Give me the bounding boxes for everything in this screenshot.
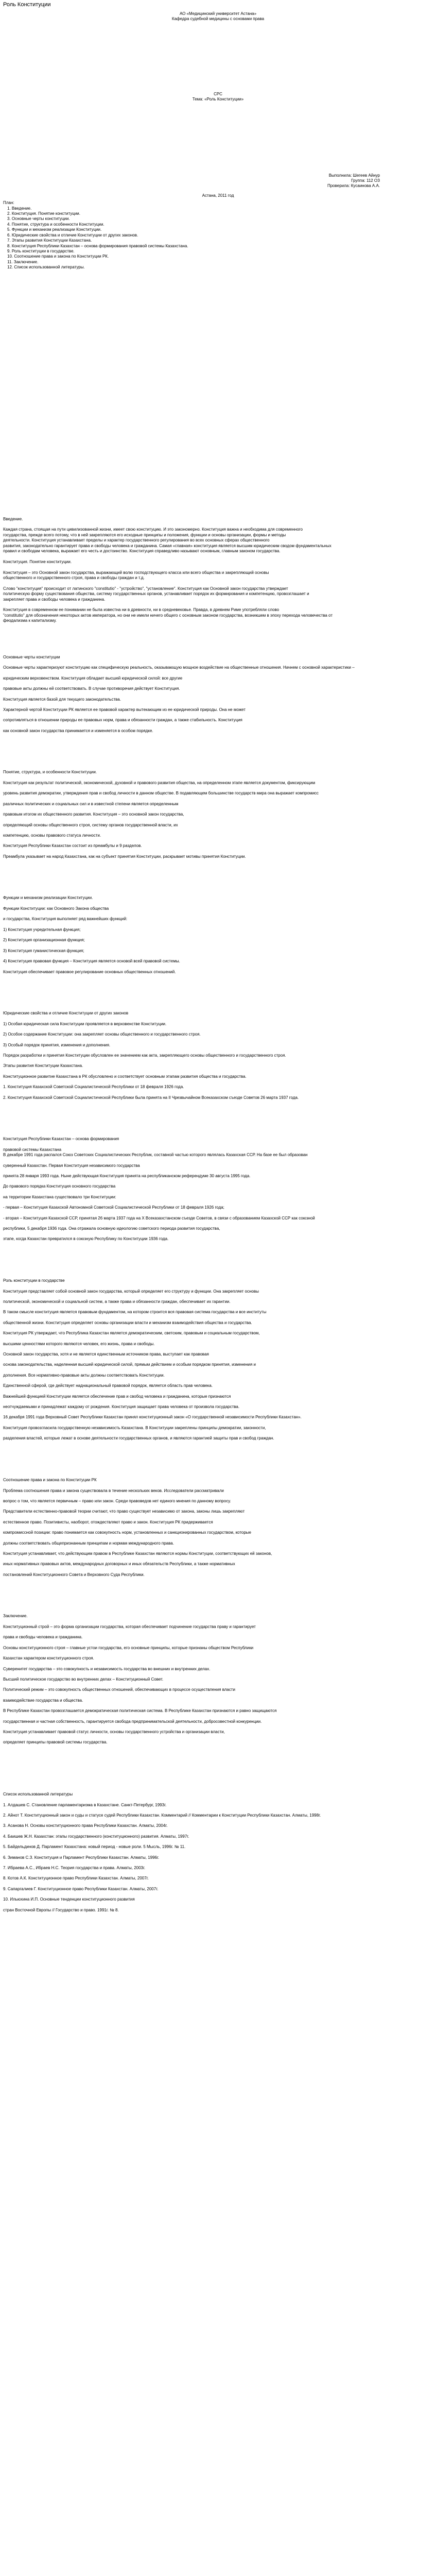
text-line: постановлений Конституционного Совета и Верховного Суда Республики. bbox=[3, 1572, 145, 1577]
text-line: Конституция – это Основной закон государства, выражающий волю господствующего класса или всего общества и закрепляющий основы bbox=[3, 570, 269, 575]
text-line: и государства, Конституция выполняет ряд важнейших функций: bbox=[3, 917, 128, 922]
section-heading: Заключение. bbox=[3, 1614, 28, 1619]
text-line: В декабре 1991 года распался Союз Советских Социалистических Республик, составной частью которого являлась Казахская ССР. На базе ее был образован bbox=[3, 1153, 308, 1158]
text-line: уровень развития демократии, утверждения прав и свобод личности в данном обществе. В подавляющем большинстве государств мира она выражает компромисс bbox=[3, 791, 319, 796]
text-line bbox=[3, 602, 433, 607]
text-line: - вторая – Конституция Казахской ССР, принятая 26 марта 1937 года на X Всеказахстанском съезде Советов, в связи с образованием Казахской ССР как союзной bbox=[3, 1215, 315, 1221]
text-line: Основные черты характеризуют конституцию как специфическую реальность, оказывающую мощное воздействие на общественные отношения. Начнем с основной характеристики – bbox=[3, 665, 355, 670]
section-text bbox=[3, 570, 433, 624]
section-text bbox=[3, 906, 433, 980]
text-line: В таком смысле конституция является правовым фундаментом, на котором строится вся правовая система государства и все институты bbox=[3, 1310, 267, 1315]
text-line: республики, 5 декабря 1936 года. Она отражала основную идеологию советского периода развития государства, bbox=[3, 1226, 220, 1231]
text-line: правовым итогом их общественного развития. Конституция – это основной закон государства, bbox=[3, 812, 184, 817]
section-text bbox=[3, 781, 433, 865]
text-line: компромиссной позиции: право понимается как совокупность норм, установленных и санкционированных государством, которые bbox=[3, 1530, 251, 1535]
text-line: Преамбула указывает на народ Казахстана, как на субъект принятия Конституции, раскрывает мотивы принятия Конституции. bbox=[3, 854, 246, 859]
references-heading: Список использованной литературы bbox=[3, 1791, 73, 1797]
text-line: политическую форму существования общества, систему государственных органов, устанавливает порядок их формирования и компетенцию, провозглашает и bbox=[3, 591, 309, 597]
signature-line: Группа: 112 ОЗ bbox=[351, 178, 380, 183]
plan-item: 5. Функции и механизм реализации Конституции. bbox=[7, 227, 102, 232]
text-line: высшими ценностями которого являются человек, его жизнь, права и свободы. bbox=[3, 1341, 155, 1346]
text-line: Конституция представляет собой основной закон государства, который определяет его структуру и функции. Она закрепляет основы bbox=[3, 1289, 259, 1294]
text-line: должны соответствовать общепризнанным принципам и нормам международного права. bbox=[3, 1540, 174, 1546]
text-line: Представители естественно-правовой теории считают, что право существует независимо от закона, законы лишь закрепляют bbox=[3, 1509, 245, 1514]
section-heading: Функции и механизм реализации Конституции. bbox=[3, 895, 93, 901]
plan-item: 8. Конституция Республики Казахстан – основа формирования правовой системы Казахстана. bbox=[7, 243, 188, 248]
text-line: Основы конституционного строя – главные устои государства, его основные принципы, которые признаны обществом Республики bbox=[3, 1645, 254, 1650]
header-line: АО «Медицинский университет Астана» bbox=[179, 11, 257, 16]
text-line: Основной закон государства, хотя и не является единственным источником права, выступает как правовая bbox=[3, 1352, 209, 1357]
text-line: дополнения. Все нормативно-правовые акты должны соответствовать Конституции. bbox=[3, 1372, 165, 1378]
text-line: развития, законодательно гарантирует права и свободы человека и гражданина. Самая «главная» конституция является высшим юридическим сводом фундаментальных bbox=[3, 543, 332, 548]
text-line: 16 декабря 1991 года Верховный Совет Республики Казахстан принял конституционный закон «О государственной независимости Республики Казахстан». bbox=[3, 1415, 302, 1420]
text-line: основа законодательства, наделенная высшей юридической силой, прямым действием и особым порядком принятия, изменения и bbox=[3, 1362, 256, 1367]
plan-heading: План: bbox=[3, 200, 14, 206]
plan-item: 10. Соотношение права и закона по Конституции РК. bbox=[7, 254, 109, 259]
text-line: Конституционное развитие Казахстана в РК обусловлено и соответствует основным этапам развития общества и государства. bbox=[3, 1074, 247, 1079]
text-line: сопротивляться в отношении природы ее правовых норм, права и обязанности граждан, а также стабильность. Конституция bbox=[3, 718, 242, 723]
header-block bbox=[3, 11, 433, 22]
document-page bbox=[0, 1, 436, 1918]
text-line: 2) Особое содержание Конституции: она закрепляет основы общественного и государственного строя. bbox=[3, 1032, 201, 1037]
section-text bbox=[3, 665, 433, 739]
reference-item: 7. Ибраева А.С., Ибраев Н.С. Теория государства и права. Алматы, 2003г. bbox=[3, 1866, 146, 1871]
section-heading: Понятие, структура, и особенности Конституции. bbox=[3, 770, 97, 775]
text-line: Конституция устанавливает, что действующим правом в Республике Казахстан являются нормы Конституции, соответствующих ей законов, bbox=[3, 1551, 272, 1556]
text-line: Конституция Республики Казахстан состоит из преамбулы и 9 разделов. bbox=[3, 843, 142, 849]
reference-item: 4. Баишев Ж.Н. Казахстан: этапы государственного (конституционного) развития. Алматы, 1997г. bbox=[3, 1834, 189, 1839]
text-line: Порядок разработки и принятия Конституции обусловлен ее значением как акта, закрепляющего основы общественного и государственного строя. bbox=[3, 1053, 286, 1058]
text-line: Конституция РК утверждает, что Республика Казахстан является демократическим, светским, правовым и социальным государством, bbox=[3, 1331, 260, 1336]
text-line: феодализма к капитализму. bbox=[3, 618, 57, 623]
text-line: Конституция провозгласила государственную независимость Казахстана. В Конституции закреплены принципы демократии, законности, bbox=[3, 1425, 266, 1430]
text-line: Характерной чертой Конституции РК является ее правовой характер вытекающим из ее юридической природы. Она не может bbox=[3, 707, 246, 712]
text-line: государственная и частная собственность, гарантируется свобода предпринимательской деятельности, добросовестной конкуренции. bbox=[3, 1719, 262, 1724]
section-text bbox=[3, 1153, 433, 1247]
text-line: принята 28 января 1993 года. Ныне действующая Конституция принята на республиканском референдуме 30 августа 1995 года. bbox=[3, 1173, 251, 1178]
section-heading: Конституция Республики Казахстан – основа формирования bbox=[3, 1136, 119, 1141]
text-line: компетенцию, основы правового статуса личности. bbox=[3, 833, 101, 838]
text-line: Конституция устанавливает правовой статус личности, основы государственного устройства и организации власти, bbox=[3, 1730, 225, 1735]
text-line: государства, прежде всего потому, что в ней закрепляются его исходные принципы и положения, функции и основы организации, формы и методы bbox=[3, 532, 286, 537]
text-line: Единственной сферой, где действует наднациональный правовой порядок, является область прав человека. bbox=[3, 1383, 213, 1388]
reference-item: стран Восточной Европы // Государство и право. 1991г. № 8. bbox=[3, 1907, 119, 1912]
text-line: 3) Конституция гуманистическая функция; bbox=[3, 948, 84, 953]
reference-item: 10. Ильюхина И.П. Основные тенденции конституционного развития bbox=[3, 1897, 135, 1902]
section-subheading: правовой системы Казахстана bbox=[3, 1147, 62, 1152]
section-text bbox=[3, 1488, 433, 1583]
text-line: неотчуждаемыми и принадлежат каждому от рождения. Конституция защищает права человека от произвола государства. bbox=[3, 1404, 240, 1410]
text-line: Конституция является базой для текущего законодательства. bbox=[3, 697, 121, 702]
plan-item: 7. Этапы развития Конституции Казахстана. bbox=[7, 238, 92, 243]
references-list bbox=[3, 1803, 433, 1918]
text-line: 1) Особая юридическая сила Конституции проявляется в верховенстве Конституции. bbox=[3, 1021, 167, 1026]
blank-gap bbox=[3, 270, 433, 517]
section-heading: Юридические свойства и отличие Конституции от других законов bbox=[3, 1010, 129, 1015]
text-line: вопрос о том, что является первичным – право или закон. Среди правоведов нет единого мнения по данному вопросу. bbox=[3, 1498, 231, 1503]
text-line: Политический режим – это совокупность общественных отношений, обеспечивающих в процессе осуществления власти bbox=[3, 1687, 236, 1692]
text-line: определяющий основы общественного строя, систему органов государственной власти, их bbox=[3, 822, 178, 827]
srs-label: СРС bbox=[214, 91, 222, 96]
text-line: 1) Конституция учредительная функция; bbox=[3, 927, 81, 932]
plan-item: 6. Юридические свойства и отличие Конституции от других законов. bbox=[7, 232, 138, 238]
signature-block bbox=[3, 173, 433, 189]
text-line: - первая – Конституция Казахской Автономной Советской Социалистической Республики от 18 февраля 1926 года; bbox=[3, 1205, 224, 1210]
text-line: Этапы развития Конституции Казахстана. bbox=[3, 1063, 83, 1069]
reference-item: 8. Котов А.К. Конституционное право Республики Казахстан. Алматы, 2007г. bbox=[3, 1876, 149, 1881]
text-line: как основной закон государства принимается и изменяется в особом порядке. bbox=[3, 728, 153, 733]
text-line: Проблема соотношения права и закона существовала в течение нескольких веков. Исследователи рассматривали bbox=[3, 1488, 224, 1493]
text-line: Каждая страна, стоящая на пути цивилизованной жизни, имеет свою конституцию. И это закономерно. Конституция важна и необходима для современного bbox=[3, 527, 303, 532]
section-text bbox=[3, 1022, 433, 1106]
text-line: юридическим верховенством. Конституция обладает высшей юридической силой: все другие bbox=[3, 675, 183, 681]
text-line: Конституция обеспечивает правовое регулирование основных общественных отношений. bbox=[3, 969, 176, 974]
section-heading: Конституция. Понятие конституции. bbox=[3, 559, 72, 564]
plan-item: 4. Понятие, структура и особенности Конституции. bbox=[7, 222, 104, 227]
text-line: 2) Конституция организационная функция; bbox=[3, 938, 85, 943]
text-line: общественной жизни. Конституция определяет основы организации власти и механизм взаимодействия общества и государства. bbox=[3, 1320, 252, 1325]
section-text bbox=[3, 1289, 433, 1447]
text-line: Слово "конституция" происходит от латинского "constitutio" - "устройство", "установление". Конституция как Основной закон государства утверждает bbox=[3, 586, 288, 591]
reference-item: 9. Сапаргалиев Г. Конституционное право Республики Казахстан. Алматы, 2007г. bbox=[3, 1886, 159, 1891]
text-line: Конституционный строй – это форма организации государства, которая обеспечивает подчинение государства праву и гарантирует bbox=[3, 1624, 256, 1629]
text-line: До правового порядка Конституция основного государства bbox=[3, 1184, 116, 1189]
plan-item: 12. Список использованной литературы. bbox=[7, 265, 85, 270]
text-line: общественного и государственного строя, права и свободы граждан и т.д. bbox=[3, 575, 145, 580]
text-line: Суверенитет государства – это совокупность и независимость государства во внешних и внутренних делах. bbox=[3, 1666, 211, 1671]
text-line: на территории Казахстана существовало три Конституции: bbox=[3, 1194, 116, 1199]
header-line: Кафедра судебной медицины с основами права bbox=[171, 16, 265, 22]
text-line: 1. Конституция Казахской Советской Социалистической Республики от 18 февраля 1926 года. bbox=[3, 1084, 184, 1090]
text-line: деятельности. Конституция устанавливает пределы и характер государственного регулирования во всех основных сферах общественного bbox=[3, 538, 270, 543]
plan-item: 11. Заключение. bbox=[7, 259, 39, 264]
text-line: суверенный Казахстан. Первая Конституция независимого государства bbox=[3, 1163, 140, 1168]
text-line: Казахстан характером конституционного строя. bbox=[3, 1656, 94, 1661]
section-text bbox=[3, 1624, 433, 1751]
text-line: закрепляет права и свободы человека и гражданина. bbox=[3, 597, 106, 602]
reference-item: 2. Айнот Т. Конституционный закон и суды и статусе судей Республики Казахстан. Комментарий // Комментарии к Конституции Республики Казахстан. Алматы, 1998г. bbox=[3, 1813, 321, 1818]
plan-item: 3. Основные черты конституции. bbox=[7, 216, 70, 222]
reference-item: 1. Алдашев С. Становление парламентаризма в Казахстане. Санкт-Петербург, 1993г. bbox=[3, 1802, 167, 1807]
document-title: Роль Конституции bbox=[3, 2, 51, 8]
text-line: естественное право. Позитивисты, наоборот, отождествляют право и закон. Конституция РК придерживается bbox=[3, 1519, 213, 1524]
plan-item: 9. Роль конституции в государстве. bbox=[7, 248, 75, 253]
text-line: 2. Конституция Казахской Советской Социалистической Республики была принята на II Чрезвычайном Всеказахском съезде Советов 26 марта 1937 года. bbox=[3, 1095, 299, 1100]
text-line: иных нормативных правовых актов, международных договорных и иных обязательств Республики, а также нормативных bbox=[3, 1562, 235, 1567]
text-line: Важнейшей функцией Конституции является обеспечение прав и свобод человека и гражданина, которые признаются bbox=[3, 1394, 231, 1399]
reference-item: 3. Асанова Н. Основы конституционного права Республики Казахстан. Алматы, 2004г. bbox=[3, 1823, 168, 1828]
section-heading: Роль конституции в государстве bbox=[3, 1278, 65, 1283]
topic-line: Тема: «Роль Конституции» bbox=[192, 97, 244, 102]
plan-item: 2. Конституция. Понятие конституции. bbox=[7, 211, 80, 216]
text-line: определяет принципы правовой системы государства. bbox=[3, 1740, 108, 1745]
text-line: политической, экономической и социальной систем, а также права и обязанности граждан, обеспечивает их гарантии. bbox=[3, 1299, 231, 1304]
plan-item: 1. Введение. bbox=[7, 206, 32, 211]
text-line: Высший политическое государство во внутренних делах – Конституционный Совет. bbox=[3, 1676, 164, 1682]
section-heading: Введение. bbox=[3, 516, 23, 521]
plan-list bbox=[3, 206, 433, 270]
text-line: В Республике Казахстан провозглашается демократическая политическая система. В Республике Казахстан признаются и равно защищаются bbox=[3, 1708, 277, 1714]
section-heading: Соотношение права и закона по Конституции РК bbox=[3, 1477, 97, 1482]
section-heading: Основные черты конституции bbox=[3, 654, 60, 659]
text-line: этапе, когда Казахстан превратился в союзную Республику по Конституции 1936 года. bbox=[3, 1236, 169, 1242]
text-line: взаимодействие государства и общества. bbox=[3, 1698, 83, 1703]
signature-line: Выполнила: Шегеев Айнур bbox=[328, 173, 380, 178]
text-line: 3) Особый порядок принятия, изменения и дополнения. bbox=[3, 1042, 111, 1047]
text-line bbox=[3, 581, 433, 586]
text-line: Функции Конституции: как Основного Закона общества bbox=[3, 906, 109, 911]
text-line: правовые акты должны ей соответствовать. В случае противоречия действует Конституция. bbox=[3, 686, 180, 691]
text-line: 4) Конституция правовая функция – Конституция является основой всей правовой системы. bbox=[3, 959, 180, 964]
reference-item: 5. Байдельдинов Д. Парламент Казахстана: новый период - новые роли. 5 Мысль, 1996г. № 11. bbox=[3, 1844, 186, 1850]
text-line: Конституция как результат политической, экономической, духовной и правового развития общества, на определенном этапе является документом, фиксирующим bbox=[3, 781, 316, 786]
text-line: различных политических и социальных сил и в известной степени является определенным bbox=[3, 801, 179, 806]
signature-line: Проверила: Кусаинова А.А. bbox=[327, 183, 380, 189]
text-line: "constitutio" для обозначения некоторых актов императора, но они не имели ничего общего с основным законом государства, возникшем в эпоху перехода человечества от bbox=[3, 613, 333, 618]
text-line: разделения властей, которые лежат в основе деятельности государственных органов, и являются гарантией защиты прав и свобод граждан. bbox=[3, 1436, 274, 1441]
section-text bbox=[3, 527, 433, 554]
text-line: права и свободы человека и гражданина. bbox=[3, 1635, 83, 1640]
text-line: Конституция в современном ее понимании не была известна ни в древности, ни в средневековье. Правда, в древнем Риме употребляли слово bbox=[3, 607, 280, 613]
text-line: правил и свободам человека, выражает его честь и достоинство. Конституция справедливо называют основным, главным законом государства. bbox=[3, 548, 281, 553]
reference-item: 6. Зиманов С.З. Конституция и Парламент Республики Казахстан. Алматы, 1996г. bbox=[3, 1855, 160, 1860]
city-year: Астана, 2011 год bbox=[202, 193, 234, 198]
